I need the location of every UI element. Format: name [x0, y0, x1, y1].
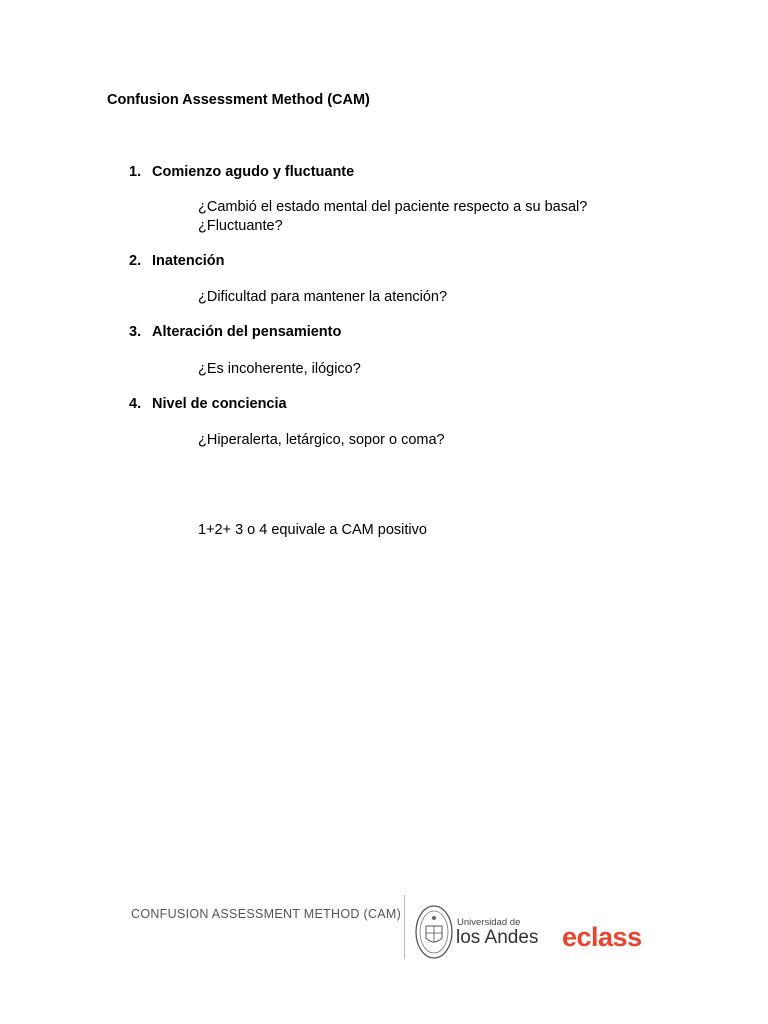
- criterion-1-heading: [129, 164, 354, 180]
- criterion-number: 3.: [129, 324, 142, 340]
- criterion-number: 1.: [129, 164, 142, 180]
- question-line: ¿Es incoherente, ilógico?: [198, 361, 361, 377]
- criterion-title: Inatención: [152, 253, 225, 269]
- criterion-2-heading: [129, 253, 225, 269]
- footer-divider: [404, 895, 405, 959]
- criterion-1-question: [198, 198, 587, 236]
- criterion-title: Comienzo agudo y fluctuante: [152, 164, 355, 180]
- eclass-logo-text: eclass: [562, 922, 642, 952]
- criterion-4-heading: [129, 396, 287, 412]
- cam-conclusion: 1+2+ 3 o 4 equivale a CAM positivo: [198, 522, 427, 538]
- criterion-2-question: [198, 288, 447, 307]
- criterion-title: Alteración del pensamiento: [152, 324, 342, 340]
- question-line: ¿Fluctuante?: [198, 218, 283, 234]
- criterion-number: 4.: [129, 396, 142, 412]
- criterion-number: 2.: [129, 253, 142, 269]
- university-seal-icon: [414, 904, 454, 960]
- document-title: Confusion Assessment Method (CAM): [107, 92, 370, 108]
- criterion-title: Nivel de conciencia: [152, 396, 287, 412]
- eclass-logo: [562, 922, 662, 952]
- criterion-3-heading: [129, 324, 341, 340]
- question-line: ¿Dificultad para mantener la atención?: [198, 289, 448, 305]
- question-line: ¿Cambió el estado mental del paciente respecto a su basal?: [198, 199, 588, 215]
- footer-title: CONFUSION ASSESSMENT METHOD (CAM): [131, 907, 402, 921]
- criterion-4-question: [198, 431, 445, 450]
- criterion-3-question: [198, 360, 361, 379]
- question-line: ¿Hiperalerta, letárgico, sopor o coma?: [198, 432, 445, 448]
- university-name-line1: Universidad de: [457, 917, 521, 928]
- university-name-line2: los Andes: [456, 927, 539, 948]
